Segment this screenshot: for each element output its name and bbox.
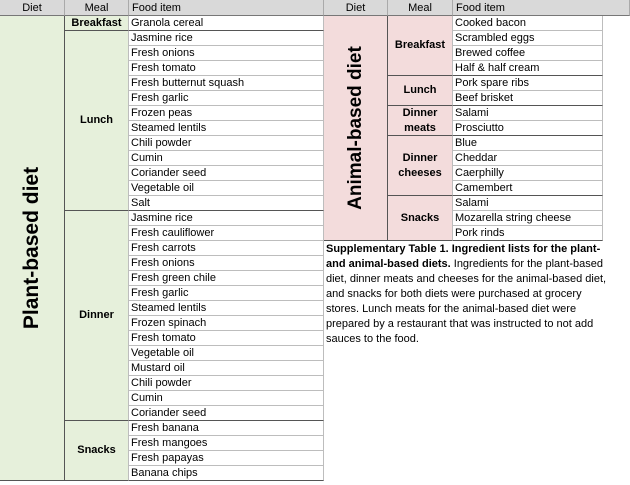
header-food-item-right: Food item (453, 0, 630, 16)
plant-meal-cell: Breakfast (65, 16, 129, 31)
plant-food-item: Frozen peas (129, 106, 324, 121)
header-meal-right: Meal (388, 0, 453, 16)
animal-food-item: Camembert (453, 181, 603, 196)
animal-meal-cell: Breakfast (388, 16, 453, 76)
plant-food-item: Fresh papayas (129, 451, 324, 466)
plant-food-item: Fresh butternut squash (129, 76, 324, 91)
plant-food-item: Fresh cauliflower (129, 226, 324, 241)
caption-body: Ingredients for the plant-based diet, dinner meats and cheeses for the animal-based diet, and snacks for both diets were purchased at grocery stores. Lunch meats for the animal-based diet were prepared by a restaurant that was instructed to not add sauces to the food. (326, 258, 607, 345)
plant-meal-cell: Snacks (65, 421, 129, 481)
animal-food-item: Cooked bacon (453, 16, 603, 31)
animal-meal-cell: Lunch (388, 76, 453, 106)
plant-food-item: Fresh banana (129, 421, 324, 436)
plant-food-item: Cumin (129, 151, 324, 166)
animal-food-item: Scrambled eggs (453, 31, 603, 46)
plant-food-item: Chili powder (129, 376, 324, 391)
animal-diet-label-text: Animal-based diet (344, 46, 366, 210)
animal-food-item: Pork rinds (453, 226, 603, 241)
animal-food-item: Prosciutto (453, 121, 603, 136)
animal-food-item: Caerphilly (453, 166, 603, 181)
plant-food-item: Fresh garlic (129, 91, 324, 106)
animal-food-item: Salami (453, 196, 603, 211)
plant-food-item: Fresh onions (129, 46, 324, 61)
plant-food-item: Fresh carrots (129, 241, 324, 256)
header-food-item: Food item (129, 0, 324, 16)
animal-food-item: Mozarella string cheese (453, 211, 603, 226)
plant-food-item: Vegetable oil (129, 346, 324, 361)
animal-meal-cell: Dinner meats (388, 106, 453, 136)
plant-food-item: Steamed lentils (129, 121, 324, 136)
animal-food-item: Salami (453, 106, 603, 121)
plant-food-item: Coriander seed (129, 406, 324, 421)
plant-food-item: Fresh tomato (129, 61, 324, 76)
plant-food-item: Fresh garlic (129, 286, 324, 301)
plant-food-item: Chili powder (129, 136, 324, 151)
plant-diet-label-text: Plant-based diet (20, 166, 44, 330)
plant-food-item: Jasmine rice (129, 31, 324, 46)
plant-food-item: Salt (129, 196, 324, 211)
animal-diet-label (324, 16, 388, 241)
animal-food-item: Blue (453, 136, 603, 151)
plant-meal-cell: Dinner (65, 211, 129, 421)
plant-food-item: Frozen spinach (129, 316, 324, 331)
caption-title: Supplementary Table 1. Ingredient lists for the plant- and animal-based diets. (326, 243, 601, 270)
animal-meal-cell: Snacks (388, 196, 453, 241)
plant-food-item: Fresh mangoes (129, 436, 324, 451)
animal-food-item: Pork spare ribs (453, 76, 603, 91)
plant-food-item: Mustard oil (129, 361, 324, 376)
plant-food-item: Cumin (129, 391, 324, 406)
animal-food-item: Brewed coffee (453, 46, 603, 61)
plant-food-item: Vegetable oil (129, 181, 324, 196)
animal-food-item: Half & half cream (453, 61, 603, 76)
animal-food-item: Cheddar (453, 151, 603, 166)
plant-diet-label (0, 16, 65, 481)
header-meal: Meal (65, 0, 129, 16)
header-diet-right: Diet (324, 0, 388, 16)
plant-food-item: Jasmine rice (129, 211, 324, 226)
table-caption (326, 242, 614, 347)
plant-meal-cell: Lunch (65, 31, 129, 211)
plant-food-item: Banana chips (129, 466, 324, 481)
plant-food-item: Granola cereal (129, 16, 324, 31)
plant-food-item: Steamed lentils (129, 301, 324, 316)
animal-food-item: Beef brisket (453, 91, 603, 106)
header-diet: Diet (0, 0, 65, 16)
plant-food-item: Fresh onions (129, 256, 324, 271)
plant-food-item: Fresh green chile (129, 271, 324, 286)
animal-meal-cell: Dinner cheeses (388, 136, 453, 196)
plant-food-item: Fresh tomato (129, 331, 324, 346)
plant-food-item: Coriander seed (129, 166, 324, 181)
